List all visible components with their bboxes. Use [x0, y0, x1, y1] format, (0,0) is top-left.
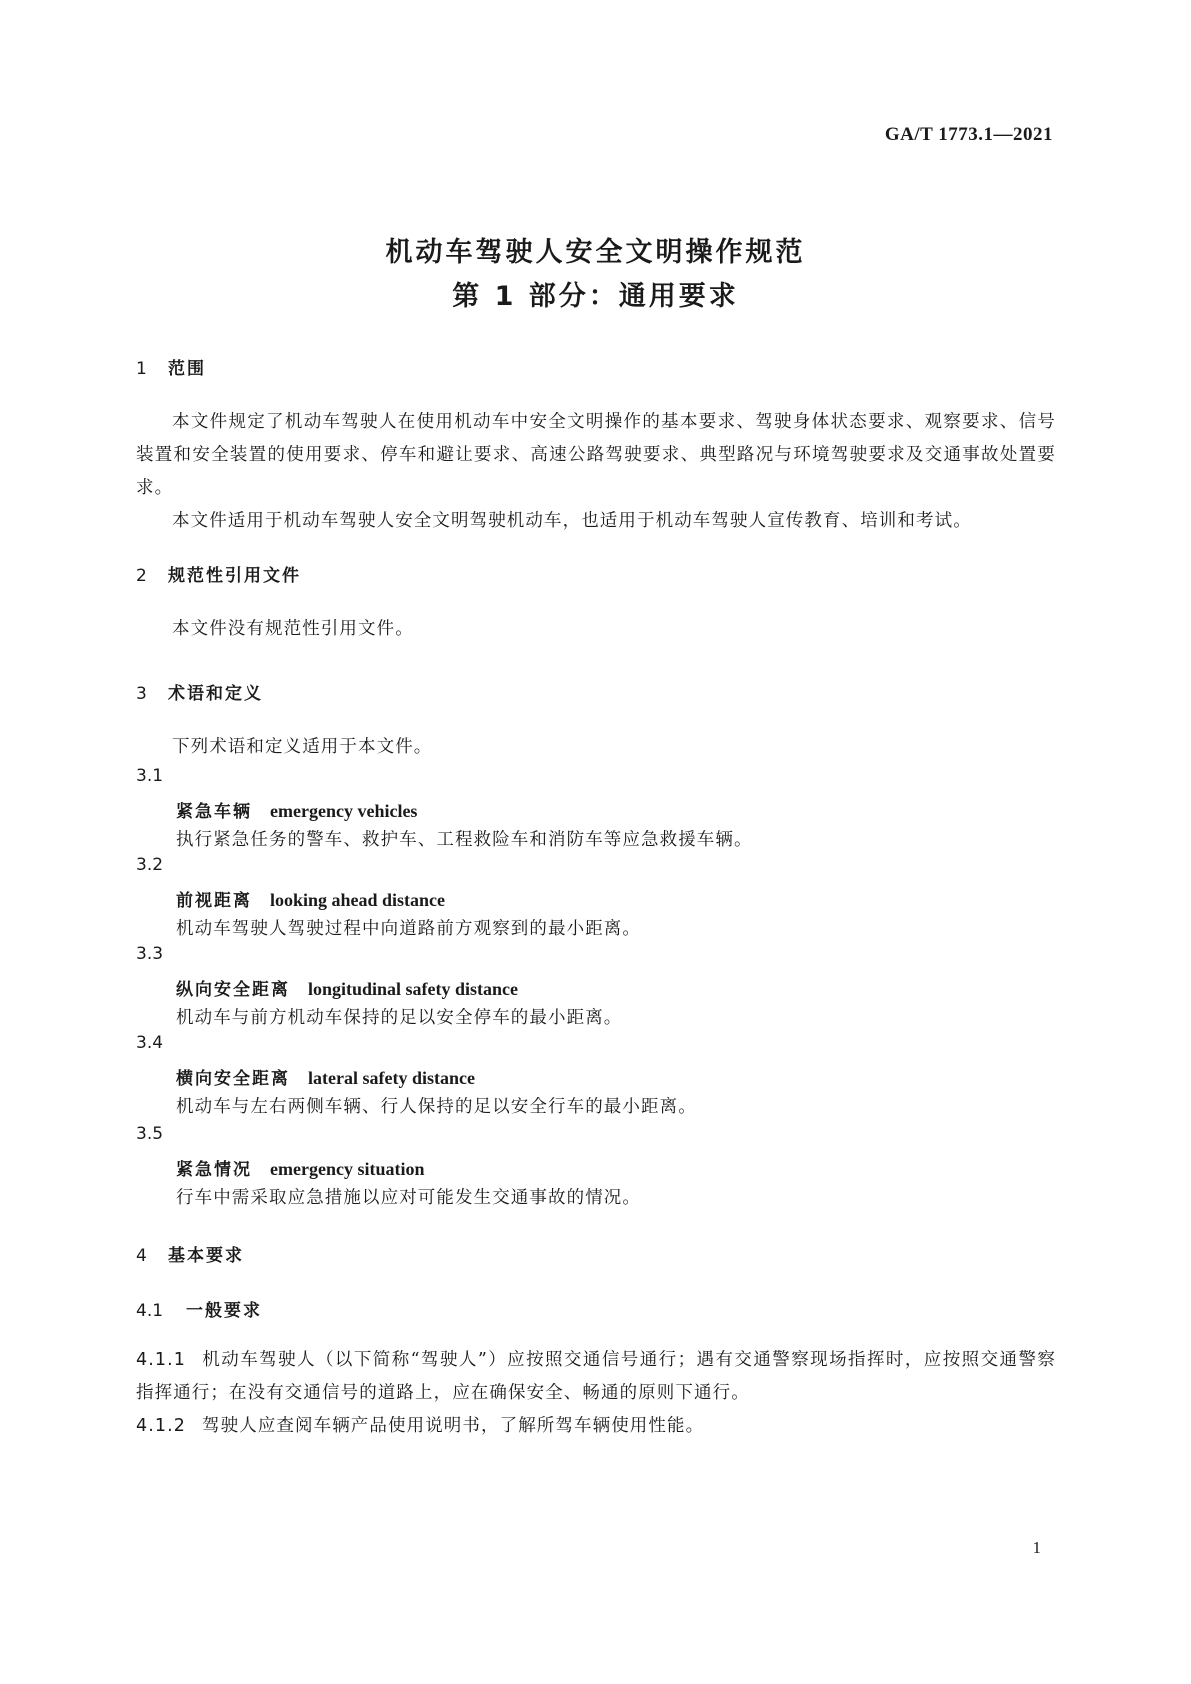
- term-number: 3.3: [136, 944, 164, 964]
- clause-text: 机动车驾驶人（以下简称“驾驶人”）应按照交通信号通行；遇有交通警察现场指挥时，应按照交通警察指挥通行；在没有交通信号的道路上，应在确保安全、畅通的原则下通行。: [136, 1350, 1056, 1403]
- term-definition: 机动车与前方机动车保持的足以安全停车的最小距离。: [176, 1008, 623, 1028]
- term-en: lateral safety distance: [308, 1068, 475, 1088]
- section-title: 范围: [168, 359, 206, 379]
- clause-4-1-2: [136, 1410, 1056, 1443]
- clause-number: 4.1.2: [136, 1416, 187, 1436]
- standard-code: GA/T 1773.1—2021: [884, 124, 1053, 145]
- paragraph-scope-2: 本文件适用于机动车驾驶人安全文明驾驶机动车，也适用于机动车驾驶人宣传教育、培训和考试。: [172, 511, 972, 531]
- term-zh: 横向安全距离: [176, 1069, 290, 1089]
- page-number: 1: [1032, 1538, 1041, 1557]
- clause-text: 驾驶人应查阅车辆产品使用说明书，了解所驾车辆使用性能。: [202, 1416, 705, 1436]
- subsection-title: 一般要求: [186, 1301, 262, 1321]
- term-definition: 机动车驾驶人驾驶过程中向道路前方观察到的最小距离。: [176, 919, 641, 939]
- term-en: emergency vehicles: [270, 801, 418, 821]
- term-zh: 紧急情况: [176, 1160, 252, 1180]
- subsection-heading-4-1: [136, 1296, 1056, 1321]
- document-title: 机动车驾驶人安全文明操作规范: [385, 237, 806, 268]
- term-definition: 机动车与左右两侧车辆、行人保持的足以安全行车的最小距离。: [176, 1097, 697, 1117]
- section-title: 术语和定义: [168, 684, 263, 704]
- clause-4-1-1: [136, 1344, 1056, 1410]
- clause-number: 4.1.1: [136, 1350, 187, 1370]
- section-heading-1: [136, 354, 1056, 379]
- paragraph-normative-refs: 本文件没有规范性引用文件。: [172, 619, 414, 639]
- term-heading: [176, 975, 1096, 1000]
- term-definition: 行车中需采取应急措施以应对可能发生交通事故的情况。: [176, 1188, 641, 1208]
- term-zh: 前视距离: [176, 891, 252, 911]
- term-en: longitudinal safety distance: [308, 979, 519, 999]
- term-heading: [176, 1155, 1096, 1180]
- section-heading-3: [136, 679, 1056, 704]
- term-number: 3.1: [136, 766, 164, 786]
- section-number: 3: [136, 684, 147, 704]
- term-definition: 执行紧急任务的警车、救护车、工程救险车和消防车等应急救援车辆。: [176, 830, 753, 850]
- section-number: 1: [136, 359, 147, 379]
- section-number: 4: [136, 1246, 147, 1266]
- section-number: 2: [136, 566, 147, 586]
- paragraph-terms-intro: 下列术语和定义适用于本文件。: [172, 737, 433, 757]
- term-en: looking ahead distance: [270, 890, 446, 910]
- term-number: 3.4: [136, 1033, 164, 1053]
- term-zh: 纵向安全距离: [176, 980, 290, 1000]
- section-heading-4: [136, 1241, 1056, 1266]
- paragraph-scope-1: 本文件规定了机动车驾驶人在使用机动车中安全文明操作的基本要求、驾驶身体状态要求、观察要求、信号装置和安全装置的使用要求、停车和避让要求、高速公路驾驶要求、典型路况与环境驾驶要求及交通事故处置要求。: [136, 412, 1056, 498]
- term-heading: [176, 1064, 1096, 1089]
- term-number: 3.2: [136, 855, 164, 875]
- subsection-number: 4.1: [136, 1301, 164, 1321]
- term-heading: [176, 797, 1096, 822]
- section-title: 基本要求: [168, 1246, 244, 1266]
- term-heading: [176, 886, 1096, 911]
- section-heading-2: [136, 561, 1056, 586]
- section-title: 规范性引用文件: [168, 566, 301, 586]
- document-subtitle: 第 1 部分：通用要求: [452, 281, 739, 312]
- term-en: emergency situation: [270, 1159, 425, 1179]
- term-number: 3.5: [136, 1124, 164, 1144]
- term-zh: 紧急车辆: [176, 802, 252, 822]
